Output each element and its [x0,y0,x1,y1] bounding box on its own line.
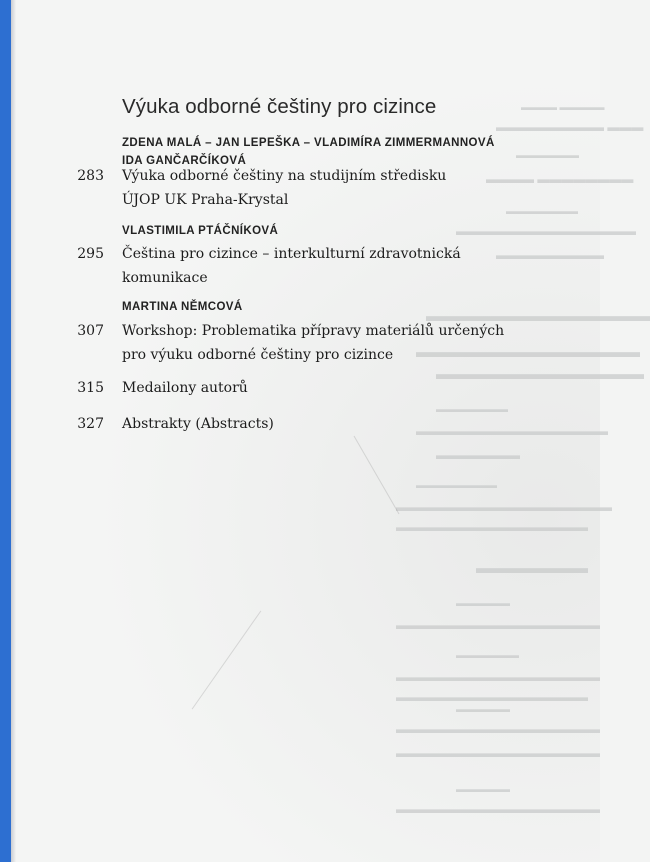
bleed-through-text: ▬▬▬▬▬▬▬ [476,560,588,577]
author-line: ZDENA MALÁ – JAN LEPEŠKA – VLADIMÍRA ZIMMERMANNOVÁ [122,137,495,149]
bleed-through-text: ▬▬▬▬▬▬▬▬ [436,404,508,414]
bleed-through-text: ▬▬▬▬▬▬ [456,784,510,794]
author-line: MARTINA NĚMCOVÁ [122,301,243,313]
bleed-through-text: ▬▬▬▬▬▬ [456,598,510,608]
bleed-through-text: ▬▬▬▬▬▬▬▬▬ [496,248,604,262]
bleed-through-text: ▬▬▬▬▬▬▬▬▬▬▬▬▬ [436,366,644,383]
bleed-through-text: ▬▬▬▬▬▬▬▬▬▬▬▬▬▬ [416,344,640,361]
entry-title-line: pro výuku odborné češtiny pro cizince [122,347,394,363]
bleed-through-text: ▬▬▬▬▬▬▬▬▬▬▬▬▬▬▬▬▬ [396,722,600,736]
bleed-through-text: ▬▬▬▬▬▬▬▬ ▬▬▬▬ [486,172,634,186]
bleed-through-text: ▬▬▬▬▬ ▬▬▬▬ [521,102,605,112]
bleed-through-text: ▬▬▬▬▬▬▬▬▬▬▬▬▬▬▬▬ [416,424,608,438]
bleed-through-text: ▬▬▬▬▬▬▬▬▬▬▬▬▬▬▬▬▬▬ [396,500,612,514]
author-line: VLASTIMILA PTÁČNÍKOVÁ [122,225,279,237]
bleed-through-text: ▬▬▬▬▬▬▬ [436,448,520,462]
bleed-through-text: ▬▬▬ ▬▬▬▬▬▬▬▬▬ [496,120,644,134]
entry-title-line: komunikace [122,270,208,286]
bleed-through-text: ▬▬▬▬▬▬▬ [516,150,579,160]
entry-title-line: Čeština pro cizince – interkulturní zdravotnická [122,246,461,262]
entry-page-number: 307 [77,323,104,339]
book-spine-edge [0,0,11,862]
bleed-through-text: ▬▬▬▬▬▬▬▬▬▬▬▬▬▬▬▬▬ [396,802,600,816]
bleed-through-text: ▬▬▬▬▬▬ [456,704,510,714]
bleed-through-text: ▬▬▬▬▬▬▬▬▬▬▬▬▬▬▬▬▬ [396,618,600,632]
entry-title [122,164,446,212]
bleed-through-text: ▬▬▬▬▬▬▬▬▬▬▬▬▬▬ [426,308,650,325]
bleed-through-text: ▬▬▬▬▬▬▬▬▬▬▬▬▬▬▬▬▬ [396,746,600,760]
entry-authors [122,222,278,240]
paper-crease [192,611,262,710]
bleed-through-text: ▬▬▬▬▬▬▬▬▬▬▬▬▬▬▬▬ [396,520,588,534]
paper-crease [354,436,400,514]
bleed-through-text: ▬▬▬▬▬▬▬▬ [506,206,578,216]
bleed-through-text: ▬▬▬▬▬▬▬▬▬ [416,480,497,490]
entry-title-line: Výuka odborné češtiny na studijním středisku [122,168,447,184]
entry-title-line: Medailony autorů [122,380,248,396]
bleed-through-text: ▬▬▬▬▬▬▬ [456,650,519,660]
section-heading: Výuka odborné češtiny pro cizince [122,95,437,118]
entry-page-number: 295 [77,246,104,262]
bleed-through-text: ▬▬▬▬▬▬▬▬▬▬▬▬▬▬▬▬ [396,690,588,704]
bleed-through-text: ▬▬▬▬▬▬▬▬▬▬▬▬▬▬▬ [456,224,636,238]
entry-page-number: 327 [77,416,104,432]
entry-authors [122,298,243,316]
entry-title-line: ÚJOP UK Praha-Krystal [122,192,289,208]
entry-title [122,242,461,290]
author-line: IDA GANČARČÍKOVÁ [122,155,247,167]
entry-title-line: Abstrakty (Abstracts) [122,416,274,432]
entry-title [122,319,504,367]
entry-page-number: 315 [77,380,104,396]
entry-page-number: 283 [77,168,104,184]
entry-title [122,412,274,436]
entry-title-line: Workshop: Problematika přípravy materiálů určených [122,323,505,339]
entry-title [122,376,248,400]
bleed-through-text: ▬▬▬▬▬▬▬▬▬▬▬▬▬▬▬▬▬ [396,670,600,684]
